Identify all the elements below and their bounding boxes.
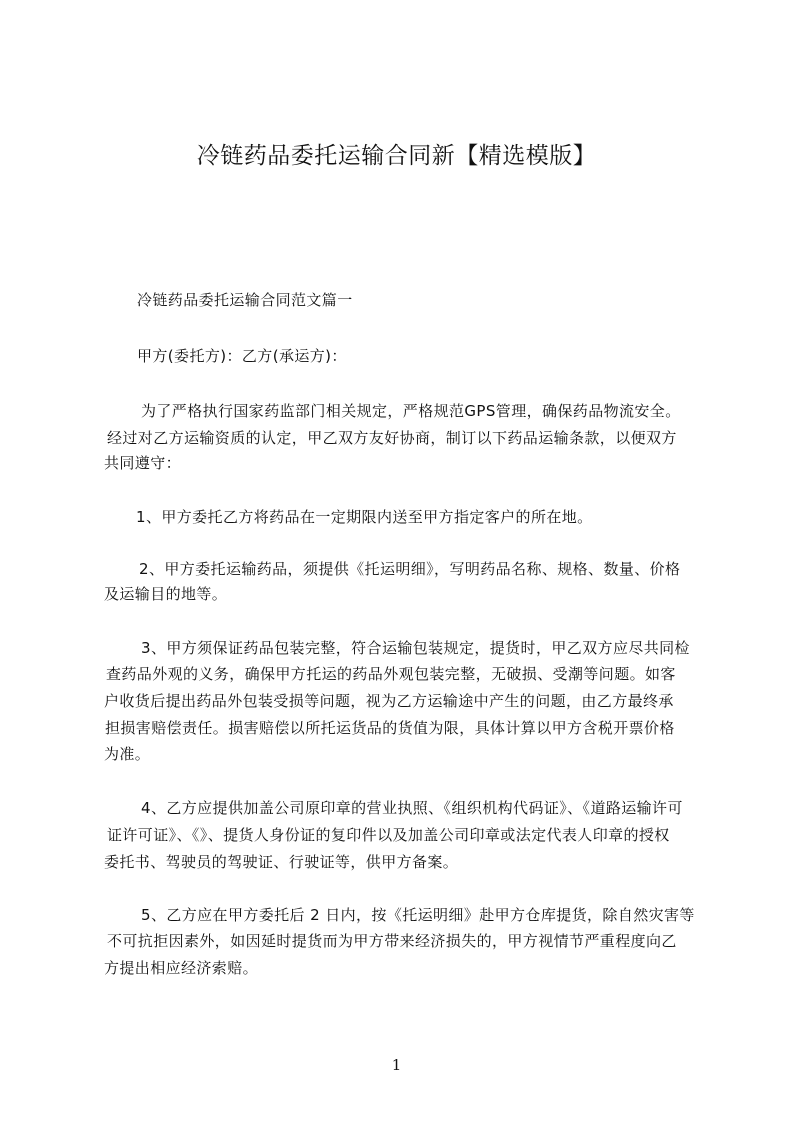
clause-4-line-1: 4、乙方应提供加盖公司原印章的营业执照、《组织机构代码证》、《道路运输许可: [141, 799, 683, 817]
clause-4-line-2: 证许可证》、《》、提货人身份证的复印件以及加盖公司印章或法定代表人印章的授权: [107, 826, 670, 844]
clause-2-line-1: 2、甲方委托运输药品，须提供《托运明细》，写明药品名称、规格、数量、价格: [139, 560, 681, 578]
document-title: 冷链药品委托运输合同新【精选模版】: [196, 143, 597, 169]
clause-5-line-2: 不可抗拒因素外，如因延时提货而为甲方带来经济损失的，甲方视情节严重程度向乙: [107, 932, 677, 950]
clause-4-line-3: 委托书、驾驶员的驾驶证、行驶证等，供甲方备案。: [104, 853, 459, 871]
clause-3-line-4: 担损害赔偿责任。损害赔偿以所托运货品的货值为限，具体计算以甲方含税开票价格: [105, 719, 675, 737]
section-heading: 冷链药品委托运输合同范文篇一: [137, 291, 353, 309]
intro-line-3: 共同遵守：: [104, 454, 182, 472]
clause-5-line-3: 方提出相应经济索赔。: [104, 959, 259, 977]
page-number: 1: [391, 1056, 402, 1074]
clause-3-line-5: 为准。: [104, 745, 151, 763]
clause-3-line-3: 户收货后提出药品外包装受损等问题，视为乙方运输途中产生的问题，由乙方最终承: [104, 692, 674, 710]
clause-3-line-1: 3、甲方须保证药品包装完整，符合运输包装规定，提货时，甲乙双方应尽共同检: [141, 639, 690, 657]
clause-2-line-2: 及运输目的地等。: [104, 585, 228, 603]
clause-1-line-1: 1、甲方委托乙方将药品在一定期限内送至甲方指定客户的所在地。: [136, 508, 593, 526]
parties-line: 甲方(委托方)：乙方(承运方)：: [137, 347, 347, 365]
clause-5-line-1: 5、乙方应在甲方委托后 2 日内，按《托运明细》赴甲方仓库提货，除自然灾害等: [141, 906, 695, 924]
intro-line-2: 经过对乙方运输资质的认定，甲乙双方友好协商，制订以下药品运输条款，以便双方: [107, 429, 677, 447]
clause-3-line-2: 查药品外观的义务，确保甲方托运的药品外观包装完整，无破损、受潮等问题。如客: [106, 665, 676, 683]
intro-line-1: 为了严格执行国家药监部门相关规定，严格规范GPS管理，确保药品物流安全。: [141, 402, 681, 420]
